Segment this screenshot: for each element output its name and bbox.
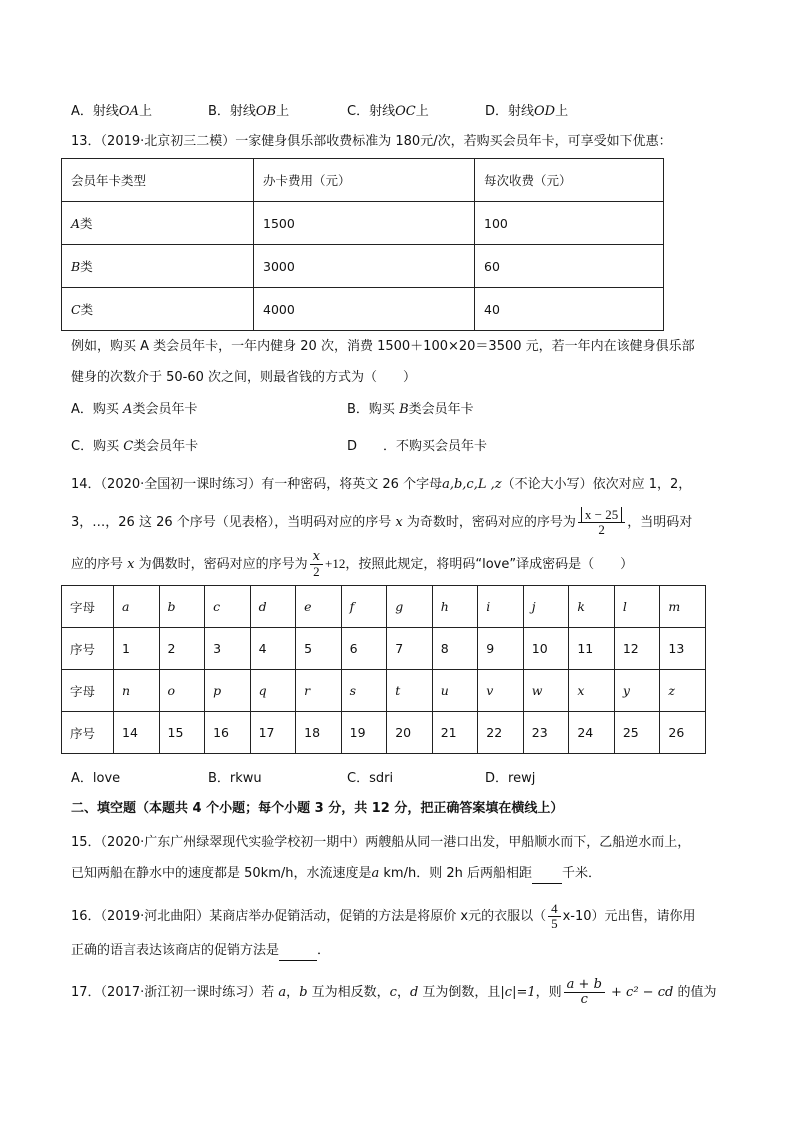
- letter-glyph: y: [622, 683, 630, 698]
- number-cell: 16: [205, 712, 251, 754]
- number-cell: 24: [569, 712, 615, 754]
- letter-glyph: k: [577, 599, 585, 614]
- q12-option-c-text: C．射线: [347, 104, 396, 119]
- q13-option-a: [71, 401, 197, 419]
- number-cell: 3: [205, 628, 251, 670]
- number-cell: 9: [478, 628, 524, 670]
- letter-cell: [250, 586, 296, 628]
- q16-line1-post: x-10）元出售，请你用: [562, 909, 696, 924]
- q12-option-d-text: D．射线: [485, 104, 535, 119]
- fee-cell: 1500: [254, 202, 475, 245]
- q14-even-formula: [310, 550, 323, 579]
- letter-glyph: t: [395, 683, 401, 698]
- letter-glyph: j: [531, 599, 536, 614]
- letter-row: [62, 586, 706, 628]
- letter-glyph: s: [349, 683, 357, 698]
- letter-cell: [614, 670, 660, 712]
- q14-odd-formula: [578, 508, 625, 537]
- q14-line1-post: （不论大小写）依次对应 1，2，: [501, 477, 692, 492]
- letter-glyph: w: [531, 683, 543, 698]
- q12-option-a-tail: 上: [138, 104, 152, 119]
- letter-cell: [159, 586, 205, 628]
- q13-option-d: D ．不购买会员年卡: [347, 439, 488, 454]
- table-row: [62, 245, 664, 288]
- number-cell: 23: [523, 712, 569, 754]
- q13-option-c-post: 类会员年卡: [133, 439, 199, 454]
- q13-option-c: [71, 438, 198, 456]
- letter-cell: [432, 670, 478, 712]
- q12-option-a: [71, 103, 152, 121]
- number-cell: 4: [250, 628, 296, 670]
- q12-option-b: [208, 103, 289, 121]
- letter-cell: [432, 586, 478, 628]
- row-label: 字母: [62, 670, 114, 712]
- per-visit-cell: 100: [475, 202, 664, 245]
- letter-cell: [523, 586, 569, 628]
- q17-line: [71, 978, 716, 1007]
- q15-line1: 15．（2020·广东广州绿翠现代实验学校初一期中）两艘船从同一港口出发，甲船顺水而下，乙船逆水而上，: [71, 835, 691, 850]
- q14-even-den: 2: [313, 564, 320, 579]
- letter-glyph: c: [213, 599, 221, 614]
- number-cell: 18: [296, 712, 342, 754]
- q14-line3: [71, 550, 633, 579]
- q17-var-c: c: [389, 985, 397, 1000]
- q13-option-a-var: A: [123, 402, 133, 417]
- q14-odd-den: 2: [598, 522, 605, 537]
- q16-line2-pre: 正确的语言表达该商店的促销方法是: [71, 943, 280, 958]
- q17-abs-c: |c|=1: [500, 985, 536, 1000]
- type-suffix: 类: [80, 259, 93, 274]
- letter-cell: [387, 670, 433, 712]
- letter-glyph: g: [395, 599, 404, 614]
- q15-line2: [71, 865, 601, 884]
- q14-option-d: D．rewj: [485, 771, 536, 786]
- q15-line2-post: km/h．则 2h 后两船相距: [379, 866, 532, 881]
- number-cell: 14: [114, 712, 160, 754]
- q13-option-c-var: C: [123, 439, 134, 454]
- q17-pre: 17．（2017·浙江初一课时练习）若: [71, 985, 279, 1000]
- q14-line1: [71, 476, 691, 494]
- number-cell: 6: [341, 628, 387, 670]
- q14-line2-post: ，当明码对: [627, 515, 693, 530]
- q13-membership-table: [61, 158, 664, 331]
- q13-option-a-pre: A．购买: [71, 402, 119, 417]
- letter-glyph: q: [258, 683, 267, 698]
- table-row: [62, 202, 664, 245]
- q14-even-plus: +12: [325, 556, 346, 571]
- letter-glyph: z: [668, 683, 675, 698]
- q15-line2-tail: 千米．: [561, 866, 601, 881]
- q13-option-c-pre: C．购买: [71, 439, 120, 454]
- q14-var-x: x: [127, 557, 135, 572]
- q17-mid3: ，则: [535, 985, 562, 1000]
- number-cell: 15: [159, 712, 205, 754]
- letter-glyph: d: [258, 599, 267, 614]
- q14-line2: [71, 508, 692, 537]
- letter-glyph: e: [304, 599, 312, 614]
- q14-line3-pre: 应的序号: [71, 557, 124, 572]
- q14-line3-mid: 为偶数时，密码对应的序号为: [138, 557, 308, 572]
- q17-expr-tail: + c² − cd: [606, 985, 674, 1000]
- letter-cell: [523, 670, 569, 712]
- number-cell: 11: [569, 628, 615, 670]
- q13-example-line2: 健身的次数介于 50-60 次之间，则最省钱的方式为（ ）: [71, 370, 417, 385]
- q17-mid2: 互为倒数，且: [418, 985, 501, 1000]
- q16-frac-num: 4: [548, 902, 561, 917]
- letter-glyph: r: [304, 683, 311, 698]
- letter-glyph: l: [622, 599, 627, 614]
- letter-glyph: o: [167, 683, 176, 698]
- number-cell: 10: [523, 628, 569, 670]
- letter-cell: [250, 670, 296, 712]
- letter-glyph: f: [349, 599, 355, 614]
- letter-cell: [660, 586, 706, 628]
- fee-cell: 4000: [254, 288, 475, 331]
- type-var: C: [71, 302, 81, 317]
- number-cell: 25: [614, 712, 660, 754]
- q16-fraction: [548, 902, 561, 931]
- q13-option-b-post: 类会员年卡: [408, 402, 474, 417]
- header-cell: 每次收费（元）: [475, 159, 664, 202]
- q12-option-a-var: OA: [118, 104, 139, 119]
- row-label: 序号: [62, 712, 114, 754]
- q17-frac-num: a + b: [564, 978, 605, 993]
- number-cell: 7: [387, 628, 433, 670]
- q12-option-c: [347, 103, 429, 121]
- q14-option-a: A．love: [71, 771, 121, 786]
- per-visit-cell: 60: [475, 245, 664, 288]
- q15-line2-pre: 已知两船在静水中的速度都是 50km/h，水流速度是: [71, 866, 372, 881]
- q17-var-a: a: [278, 985, 287, 1000]
- number-row: [62, 628, 706, 670]
- number-cell: 20: [387, 712, 433, 754]
- number-cell: 22: [478, 712, 524, 754]
- type-cell: [62, 245, 254, 288]
- row-label: 字母: [62, 586, 114, 628]
- q13-example-line1: 例如，购买 A 类会员年卡，一年内健身 20 次，消费 1500＋100×20＝3500 元，若一年内在该健身俱乐部: [71, 339, 695, 354]
- number-cell: 21: [432, 712, 478, 754]
- q14-line3-post: ，按照此规定，将明码“love”译成密码是（ ）: [345, 557, 634, 572]
- type-suffix: 类: [80, 302, 94, 317]
- q14-abs-expr: x − 25: [581, 507, 622, 522]
- q12-option-a-text: A．射线: [71, 104, 119, 119]
- letter-cell: [387, 586, 433, 628]
- q16-line1-pre: 16．（2019·河北曲阳）某商店举办促销活动，促销的方法是将原价 x元的衣服以（: [71, 909, 547, 924]
- number-cell: 2: [159, 628, 205, 670]
- q12-option-d: [485, 103, 568, 121]
- letter-cell: [614, 586, 660, 628]
- number-row: [62, 712, 706, 754]
- q12-option-b-var: OB: [255, 104, 277, 119]
- letter-glyph: i: [486, 599, 491, 614]
- row-label: 序号: [62, 628, 114, 670]
- q16-line1: [71, 902, 696, 931]
- type-cell: [62, 202, 254, 245]
- letter-glyph: x: [577, 683, 585, 698]
- q16-answer-blank[interactable]: [279, 942, 317, 961]
- letter-cell: [114, 586, 160, 628]
- q12-option-b-text: B．射线: [208, 104, 256, 119]
- number-cell: 5: [296, 628, 342, 670]
- letter-cell: [569, 670, 615, 712]
- q14-option-c: C．sdri: [347, 771, 394, 786]
- q17-var-d: d: [409, 985, 419, 1000]
- type-suffix: 类: [80, 216, 93, 231]
- q13-option-b-pre: B．购买: [347, 402, 395, 417]
- letter-cell: [296, 586, 342, 628]
- q13-option-b: [347, 401, 474, 419]
- q12-option-b-tail: 上: [276, 104, 290, 119]
- letter-cell: [296, 670, 342, 712]
- q17-mid1: 互为相反数，: [307, 985, 390, 1000]
- q14-var-x: x: [395, 515, 403, 530]
- letter-cell: [478, 586, 524, 628]
- q14-line1-pre: 14．（2020·全国初一课时练习）有一种密码，将英文 26 个字母: [71, 477, 443, 492]
- header-cell: 办卡费用（元）: [254, 159, 475, 202]
- letter-glyph: m: [668, 599, 681, 614]
- table-header-row: [62, 159, 664, 202]
- letter-cell: [660, 670, 706, 712]
- number-cell: 17: [250, 712, 296, 754]
- number-cell: 1: [114, 628, 160, 670]
- letter-cell: [114, 670, 160, 712]
- q14-letter-vars: a,b,c,L ,z: [442, 477, 502, 492]
- letter-glyph: u: [440, 683, 449, 698]
- letter-cell: [478, 670, 524, 712]
- type-cell: [62, 288, 254, 331]
- number-cell: 13: [660, 628, 706, 670]
- letter-cell: [159, 670, 205, 712]
- type-var: B: [71, 259, 81, 274]
- q17-var-b: b: [299, 985, 308, 1000]
- per-visit-cell: 40: [475, 288, 664, 331]
- q12-option-d-tail: 上: [555, 104, 569, 119]
- q12-option-c-tail: 上: [415, 104, 429, 119]
- letter-glyph: b: [167, 599, 176, 614]
- letter-glyph: h: [440, 599, 449, 614]
- number-cell: 19: [341, 712, 387, 754]
- q16-line2-tail: ．: [317, 943, 331, 958]
- q16-frac-den: 5: [551, 916, 558, 931]
- q16-line2: [71, 942, 330, 961]
- section2-heading: 二、填空题（本题共 4 个小题；每个小题 3 分，共 12 分，把正确答案填在横线上）: [71, 801, 564, 816]
- fee-cell: 3000: [254, 245, 475, 288]
- letter-glyph: p: [213, 683, 222, 698]
- number-cell: 8: [432, 628, 478, 670]
- letter-cell: [205, 586, 251, 628]
- q17-sep1: ，: [286, 985, 300, 1000]
- letter-cell: [341, 586, 387, 628]
- q17-frac-den: c: [580, 992, 588, 1007]
- q17-sep2: ，: [396, 985, 410, 1000]
- q17-fraction: [564, 978, 605, 1007]
- letter-glyph: v: [486, 683, 494, 698]
- q13-option-a-post: 类会员年卡: [132, 402, 198, 417]
- q17-post: 的值为: [673, 985, 717, 1000]
- letter-cell: [569, 586, 615, 628]
- q15-var-a: a: [371, 866, 380, 881]
- q14-option-b: B．rkwu: [208, 771, 262, 786]
- q15-answer-blank[interactable]: [532, 865, 562, 884]
- q12-option-c-var: OC: [395, 104, 416, 119]
- q13-option-b-var: B: [399, 402, 409, 417]
- letter-cell: [341, 670, 387, 712]
- letter-row: [62, 670, 706, 712]
- letter-glyph: n: [122, 683, 131, 698]
- header-cell: 会员年卡类型: [62, 159, 254, 202]
- table-row: [62, 288, 664, 331]
- q14-cipher-table: [61, 585, 706, 754]
- number-cell: 26: [660, 712, 706, 754]
- q14-line2-mid: 为奇数时，密码对应的序号为: [406, 515, 576, 530]
- q13-stem: 13．（2019·北京初三二模）一家健身俱乐部收费标准为 180元/次，若购买会员年卡，可享受如下优惠：: [71, 134, 672, 149]
- q14-line2-pre: 3，…，26 这 26 个序号（见表格），当明码对应的序号: [71, 515, 392, 530]
- number-cell: 12: [614, 628, 660, 670]
- type-var: A: [71, 216, 81, 231]
- letter-glyph: a: [122, 599, 130, 614]
- q12-option-d-var: OD: [534, 104, 556, 119]
- letter-cell: [205, 670, 251, 712]
- q14-even-num: x: [310, 550, 323, 565]
